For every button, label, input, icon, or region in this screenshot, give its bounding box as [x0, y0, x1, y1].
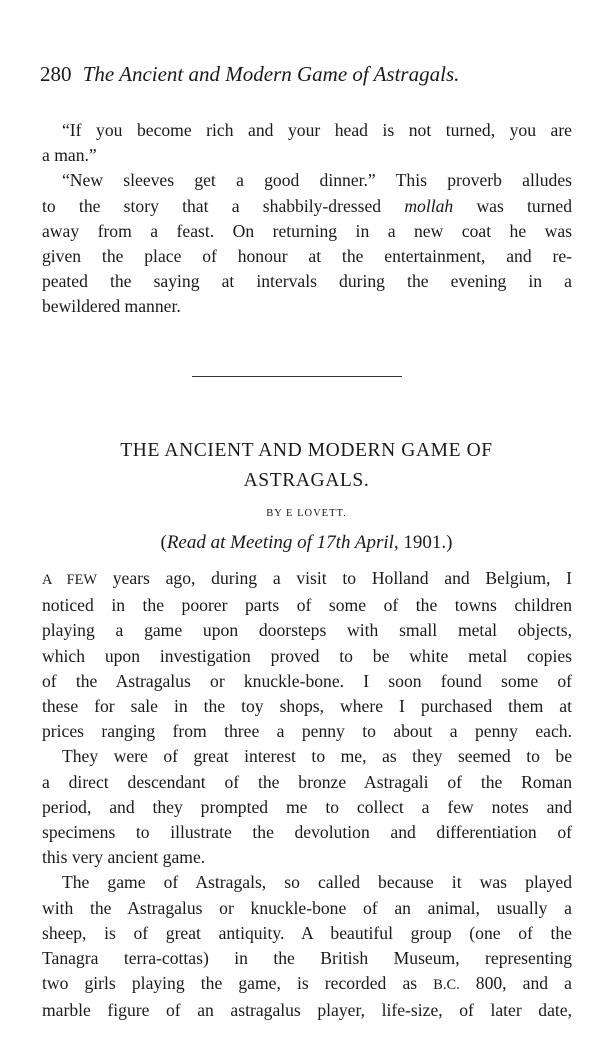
text-line: A FEW years ago, during a visit to Holland and Belgium, I	[42, 568, 572, 588]
section-divider	[192, 376, 402, 377]
text-line: peated the saying at intervals during the evening in a	[42, 271, 572, 292]
text-line: which upon investigation proved to be white metal copies	[42, 645, 572, 666]
author-byline: BY E LOVETT.	[266, 508, 347, 519]
text-line: “New sleeves get a good dinner.” This proverb alludes	[62, 170, 572, 191]
text-line: noticed in the poorer parts of some of the towns children	[42, 595, 572, 616]
proverb-paragraph-1	[42, 118, 572, 168]
text-line: bewildered manner.	[42, 296, 181, 317]
text-line: these for sale in the toy shops, where I purchased them at	[42, 696, 572, 717]
text-line: Tanagra terra-cottas) in the British Museum, representing	[42, 948, 572, 969]
text-line: period, and they prompted me to collect a few notes and	[42, 796, 572, 817]
running-head	[40, 62, 580, 87]
text-line: playing a game upon doorsteps with small metal objects,	[42, 620, 572, 641]
body-paragraph-2	[42, 744, 572, 870]
body-paragraph-3	[42, 870, 572, 1023]
read-at-open-paren: (	[160, 532, 167, 553]
text-line: of the Astragalus or knuckle-bone. I soon found some of	[42, 670, 572, 691]
text-line: a man.”	[42, 145, 97, 166]
page-number: 280	[40, 62, 72, 86]
text-line: “If you become rich and your head is not turned, you are	[62, 120, 572, 140]
read-at-year: 1901.)	[398, 532, 453, 553]
text-line: two girls playing the game, is recorded as B.C. 800, and a	[42, 973, 572, 994]
article-title-line-2: ASTRAGALS.	[243, 470, 370, 491]
text-line: to the story that a shabbily-dressed mollah was turned	[42, 195, 572, 216]
proverb-section	[42, 118, 572, 320]
read-at-meeting	[40, 532, 573, 554]
running-title: The Ancient and Modern Game of Astragals.	[82, 62, 460, 86]
text-line: specimens to illustrate the devolution and differentiation of	[42, 822, 572, 843]
text-line: prices ranging from three a penny to about a penny each.	[42, 721, 572, 742]
text-line: away from a feast. On returning in a new coat he was	[42, 220, 572, 241]
article-title-line-1: THE ANCIENT AND MODERN GAME OF	[120, 440, 493, 461]
text-line: The game of Astragals, so called because it was played	[62, 872, 572, 893]
text-line: They were of great interest to me, as they seemed to be	[62, 746, 572, 767]
italic-word: mollah	[404, 195, 454, 216]
body-paragraph-1	[42, 566, 572, 744]
text-line: given the place of honour at the entertainment, and re-	[42, 246, 572, 267]
article-body	[42, 566, 572, 1024]
text-line: with the Astragalus or knuckle-bone of an animal, usually a	[42, 897, 572, 918]
small-caps-text: A FEW	[42, 572, 98, 588]
read-at-italic: Read at Meeting of 17th April,	[166, 532, 399, 553]
small-caps-text: B.C.	[433, 977, 460, 994]
text-line: sheep, is of great antiquity. A beautiful group (one of the	[42, 922, 572, 943]
text-line: a direct descendant of the bronze Astragali of the Roman	[42, 771, 572, 792]
text-line: this very ancient game.	[42, 847, 206, 868]
proverb-paragraph-2	[42, 168, 572, 319]
text-line: marble figure of an astragalus player, life-size, of later date,	[42, 1000, 572, 1021]
